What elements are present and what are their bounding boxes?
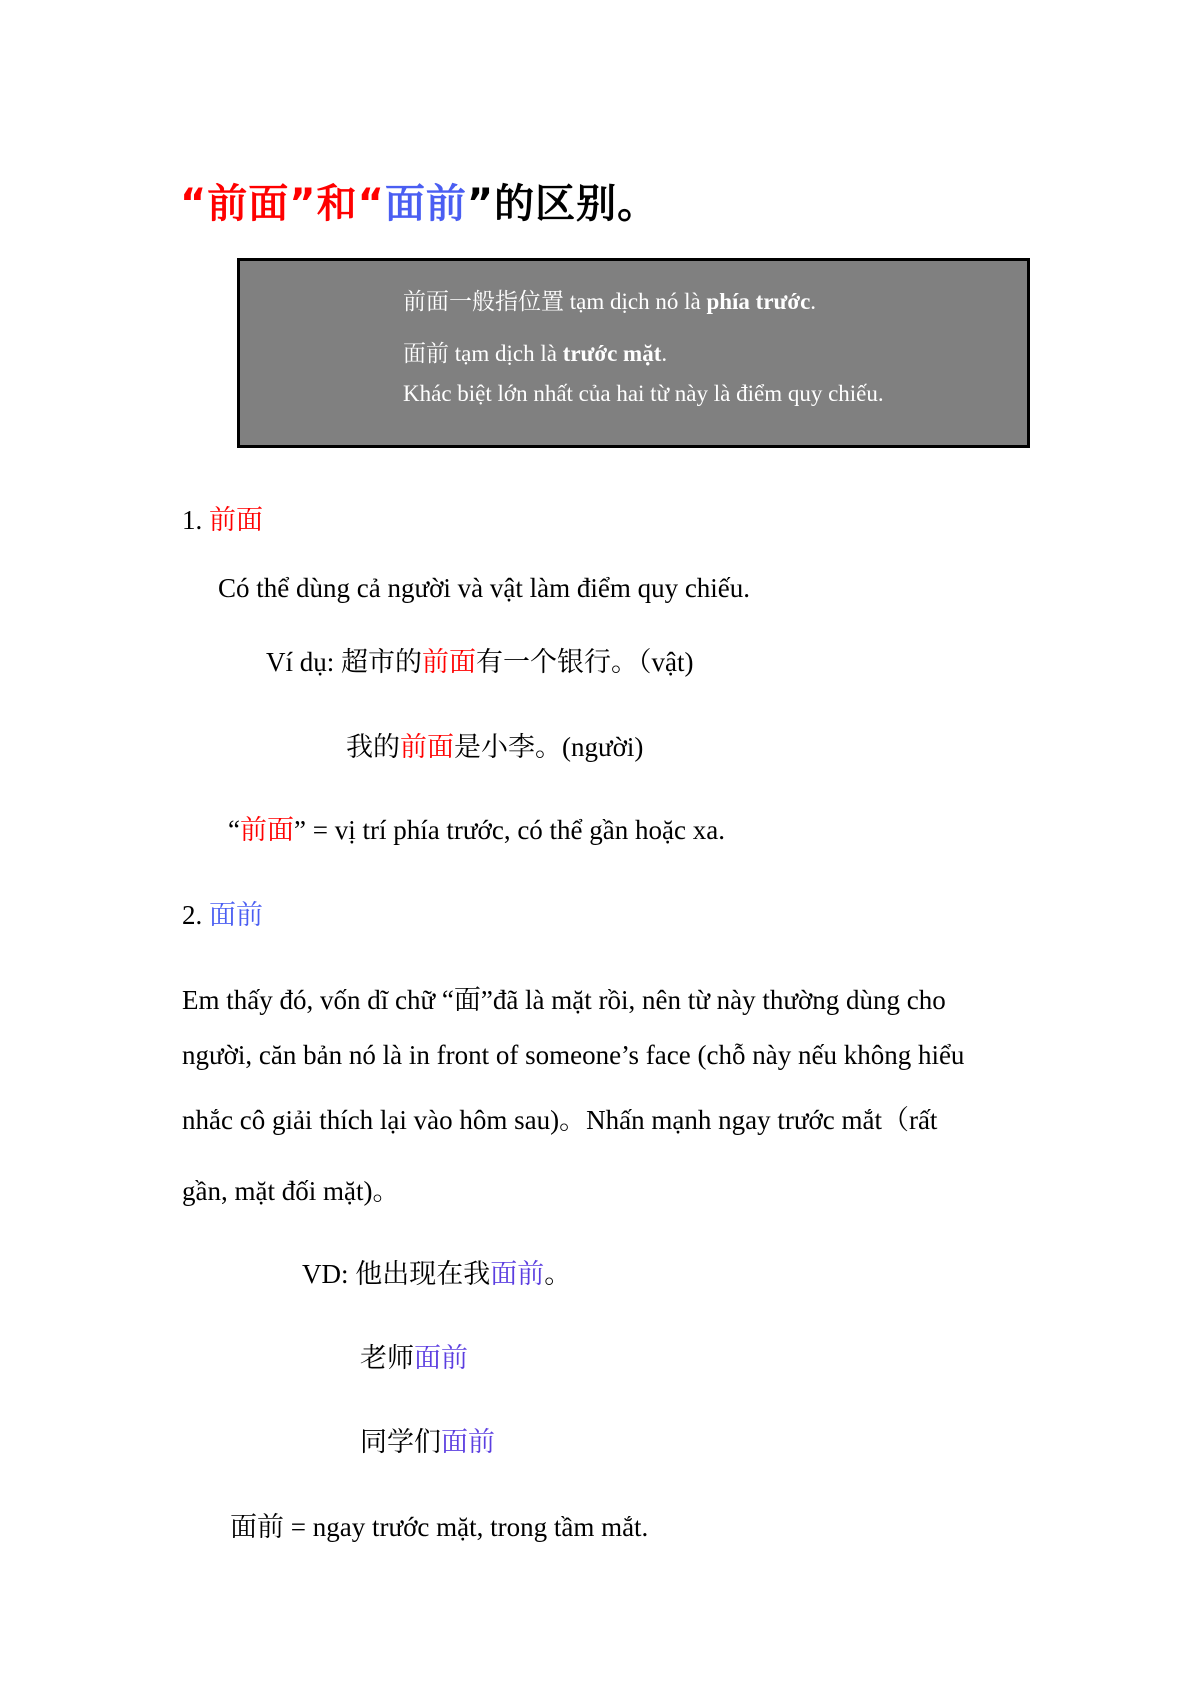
box-line-2-suffix: . [661, 341, 668, 366]
example-1-prefix: Ví dụ: 超市的 [266, 647, 423, 677]
box-line-1-suffix: . [810, 289, 817, 314]
example-teacher-prefix: 老师 [360, 1343, 414, 1373]
page-title [180, 172, 658, 229]
title-open-quote: “ [180, 181, 208, 227]
section-2-title: 面前 [209, 900, 263, 930]
example-2-word: 前面 [400, 732, 454, 762]
example-classmates-prefix: 同学们 [360, 1427, 441, 1457]
box-line-3: Khác biệt lớn nhất của hai từ này là điểm quy chiếu. [403, 381, 884, 406]
box-line-1-text: 前面一般指位置 tạm dịch nó là [403, 289, 707, 314]
section-1-number: 1. [182, 505, 209, 535]
example-2-suffix: 是小李。(người) [454, 732, 644, 762]
section-2-heading [182, 893, 263, 932]
title-end: ”的区别。 [466, 181, 659, 227]
summary-1-rest: ” = vị trí phía trước, có thể gần hoặc xa. [293, 815, 725, 845]
section-2-summary: 面前 = ngay trước mặt, trong tầm mắt. [230, 1512, 649, 1542]
title-word-qianmian: 前面 [207, 181, 290, 227]
section-2-paragraph-line-2: người, căn bản nó là in front of someone’s face (chỗ này nếu không hiểu [182, 1040, 965, 1070]
summary-1-open-quote: “ [228, 815, 240, 845]
title-word-mianqian: 面前 [384, 181, 467, 227]
example-classmates-word: 面前 [441, 1427, 495, 1457]
summary-1-word: 前面 [239, 815, 294, 845]
section-1-example-2 [346, 725, 643, 764]
section-1-title: 前面 [209, 505, 263, 535]
section-2-number: 2. [182, 900, 209, 930]
section-2-paragraph-line-1: Em thấy đó, vốn dĩ chữ “面”đã là mặt rồi, nên từ này thường dùng cho [182, 985, 946, 1015]
section-2-example-2 [360, 1336, 468, 1375]
box-line-2 [403, 335, 667, 368]
section-2-paragraph-line-3: nhắc cô giải thích lại vào hôm sau)。Nhấn mạnh ngay trước mắt（rất [182, 1105, 938, 1135]
example-teacher-word: 面前 [414, 1343, 468, 1373]
section-2-example-3 [360, 1420, 495, 1459]
box-line-2-bold: trước mặt [562, 341, 662, 366]
section-1-description: Có thể dùng cả người và vật làm điểm quy chiếu. [218, 573, 751, 603]
summary-box [237, 258, 1030, 448]
box-line-1 [403, 283, 816, 316]
box-line-2-text: 面前 tạm dịch là [403, 341, 563, 366]
section-1-example-1 [266, 640, 694, 679]
section-2-paragraph-line-4: gần, mặt đối mặt)。 [182, 1176, 400, 1206]
title-mid: ”和“ [289, 181, 385, 227]
example-vd-suffix: 。 [544, 1259, 572, 1289]
section-1-summary [228, 808, 725, 847]
box-line-1-bold: phía trước [706, 289, 811, 314]
example-1-suffix: 有一个银行。（vật) [476, 647, 694, 677]
example-vd-word: 面前 [490, 1259, 545, 1289]
example-1-word: 前面 [422, 647, 477, 677]
section-2-example-1 [302, 1252, 571, 1291]
example-2-prefix: 我的 [346, 732, 400, 762]
section-1-heading [182, 498, 263, 537]
example-vd-prefix: VD: 他出现在我 [302, 1259, 491, 1289]
